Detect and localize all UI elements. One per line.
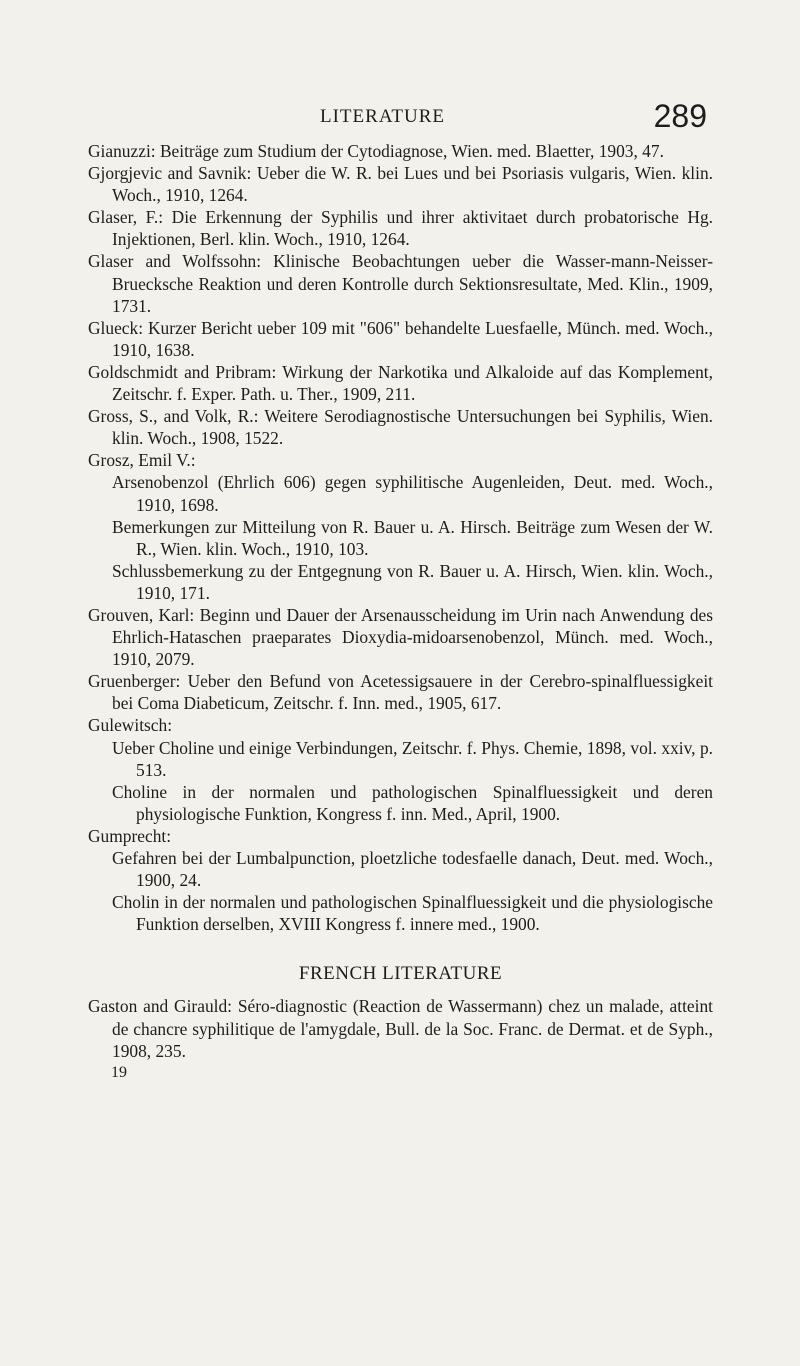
bibliography-entry: Gaston and Girauld: Séro-diagnostic (Reaction de Wassermann) chez un malade, atteint de chancre syphilitique de l'amygdale, Bull. de la Soc. Franc. de Dermat. et de Syph., 1908, 235.: [88, 996, 713, 1061]
bibliography-entry: Gianuzzi: Beiträge zum Studium der Cytodiagnose, Wien. med. Blaetter, 1903, 47.: [88, 141, 664, 161]
bibliography-list: [88, 140, 713, 1084]
bibliography-subentry: Ueber Choline und einige Verbindungen, Zeitschr. f. Phys. Chemie, 1898, vol. xxiv, p. 513.: [112, 737, 713, 780]
bibliography-entry: Grouven, Karl: Beginn und Dauer der Arsenausscheidung im Urin nach Anwendung des Ehrlich-Hataschen praeparates Dioxydia-midoarsenobenzol, Münch. med. Woch., 1910, 2079.: [88, 604, 713, 670]
page-header: [200, 98, 707, 136]
bibliography-author-heading: Gulewitsch:: [88, 715, 173, 736]
bibliography-entry: Glaser, F.: Die Erkennung der Syphilis und ihrer aktivitaet durch probatorische Hg. Injektionen, Berl. klin. Woch., 1910, 1264.: [88, 207, 713, 250]
bibliography-subentry: Choline in der normalen und pathologischen Spinalfluessigkeit und deren physiologische Funktion, Kongress f. inn. Med., April, 1900.: [112, 781, 713, 824]
bibliography-author-heading: Gumprecht:: [88, 825, 172, 846]
bibliography-subentry: Arsenobenzol (Ehrlich 606) gegen syphilitische Augenleiden, Deut. med. Woch., 1910, 1698.: [112, 472, 713, 515]
bibliography-entry: Gruenberger: Ueber den Befund von Acetessigsauere in der Cerebro-spinalfluessigkeit bei Coma Diabeticum, Zeitschr. f. Inn. med., 1905, 617.: [88, 671, 713, 714]
bibliography-entry: Goldschmidt and Pribram: Wirkung der Narkotika und Alkaloide auf das Komplement, Zeitschr. f. Exper. Path. u. Ther., 1909, 211.: [88, 361, 713, 405]
running-head: LITERATURE: [320, 106, 446, 127]
signature-mark: 19: [111, 1063, 127, 1081]
bibliography-author-heading: Grosz, Emil V.:: [88, 450, 196, 471]
bibliography-subentry: Schlussbemerkung zu der Entgegnung von R. Bauer u. A. Hirsch, Wien. klin. Woch., 1910, 171.: [112, 560, 713, 603]
bibliography-subentry: Gefahren bei der Lumbalpunction, ploetzliche todesfaelle danach, Deut. med. Woch., 1900, 24.: [112, 848, 713, 891]
bibliography-entry: Gjorgjevic and Savnik: Ueber die W. R. bei Lues und bei Psoriasis vulgaris, Wien. klin. Woch., 1910, 1264.: [88, 163, 713, 206]
section-heading-french: FRENCH LITERATURE: [298, 963, 503, 985]
bibliography-entry: Glueck: Kurzer Bericht ueber 109 mit "606" behandelte Luesfaelle, Münch. med. Woch., 1910, 1638.: [88, 317, 713, 360]
bibliography-entry: Gross, S., and Volk, R.: Weitere Serodiagnostische Untersuchungen bei Syphilis, Wien. klin. Woch., 1908, 1522.: [88, 406, 713, 449]
page-number: 289: [653, 98, 707, 134]
bibliography-entry: Glaser and Wolfssohn: Klinische Beobachtungen ueber die Wasser-mann-Neisser-Bruecksche Reaktion und deren Kontrolle durch Sektionsresultate, Med. Klin., 1909, 1731.: [88, 251, 713, 316]
bibliography-subentry: Cholin in der normalen und pathologischen Spinalfluessigkeit und die physiologische Funktion derselben, XVIII Kongress f. innere med., 1900.: [112, 892, 713, 935]
bibliography-subentry: Bemerkungen zur Mitteilung von R. Bauer u. A. Hirsch. Beiträge zum Wesen der W. R., Wien. klin. Woch., 1910, 103.: [112, 516, 713, 559]
